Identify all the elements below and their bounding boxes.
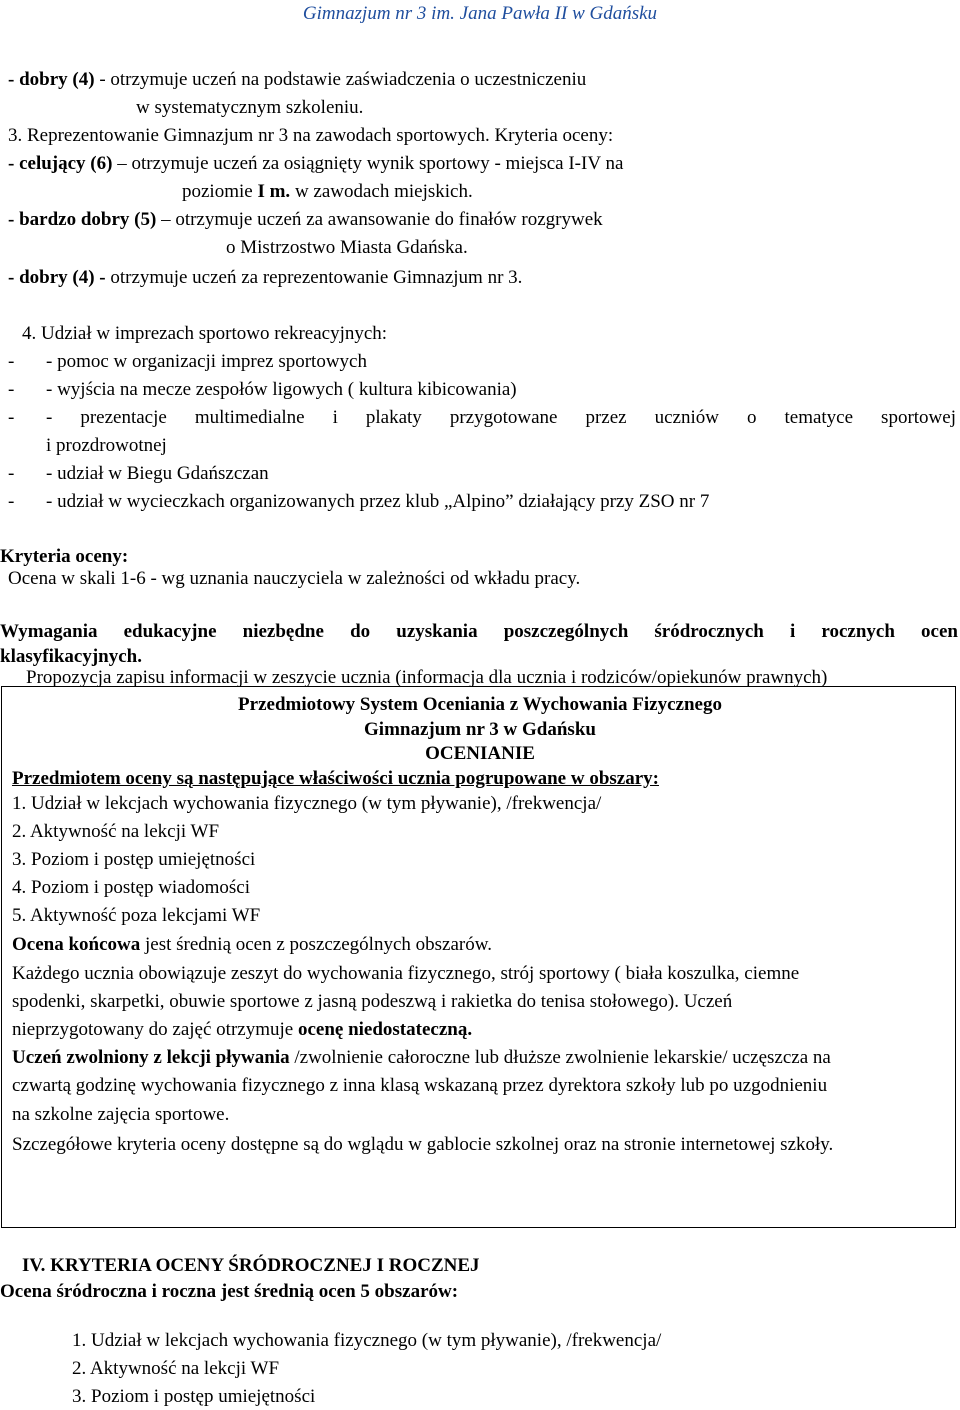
grade-verygood-text: – otrzymuje uczeń za awansowanie do finałów rozgrywek — [156, 209, 603, 230]
area-3: 3. Poziom i postęp umiejętności — [12, 849, 256, 870]
swim-line-1 — [12, 1046, 831, 1070]
box-oceniamie: OCENIANIE — [425, 743, 535, 764]
kit-line-3 — [12, 1018, 472, 1042]
dash-1: - — [8, 351, 15, 372]
criteria-text: Ocena w skali 1-6 - wg uznania nauczyciela w zależności od wkładu pracy. — [8, 568, 581, 589]
iv-item-2: 2. Aktywność na lekcji WF — [72, 1358, 280, 1379]
grade-verygood-line — [8, 208, 603, 232]
section-iv-heading: IV. KRYTERIA OCENY ŚRÓDROCZNEJ I ROCZNEJ — [22, 1255, 480, 1276]
grade-good2-label: - dobry (4) - — [8, 267, 106, 288]
grade-good-cont: w systematycznym szkoleniu. — [136, 97, 364, 118]
kit-line-3-grade: ocenę niedostateczną. — [297, 1019, 473, 1040]
dash-5: - — [8, 491, 15, 512]
grade-good-line — [8, 68, 586, 92]
section4-heading: 4. Udział w imprezach sportowo rekreacyjnych: — [22, 323, 388, 344]
area-5: 5. Aktywność poza lekcjami WF — [12, 905, 261, 926]
iv-item-1: 1. Udział w lekcjach wychowania fizycznego (w tym pływanie), /frekwencja/ — [72, 1330, 662, 1351]
dash-4: - — [8, 463, 15, 484]
swim-line-2: czwartą godzinę wychowania fizycznego z inna klasą wskazaną przez dyrektora szkoły lub po uzgodnieniu — [12, 1075, 828, 1096]
page-header: Gimnazjum nr 3 im. Jana Pawła II w Gdańsku — [302, 3, 658, 24]
final-grade-label: Ocena końcowa — [12, 934, 141, 955]
grade-excellent-cont-c: w zawodach miejskich. — [290, 181, 473, 202]
final-grade-text: jest średnią ocen z poszczególnych obszarów. — [140, 934, 492, 955]
kit-line-1: Każdego ucznia obowiązuje zeszyt do wychowania fizycznego, strój sportowy ( biała koszulka, ciemne — [12, 963, 800, 984]
grade-excellent-label: - celujący (6) — [8, 153, 113, 174]
grade-verygood-label: - bardzo dobry (5) — [8, 209, 157, 230]
dash-3: - — [8, 407, 15, 428]
swim-text: /zwolnienie całoroczne lub dłuższe zwolnienie lekarskie/ uczęszcza na — [289, 1047, 831, 1068]
grade-excellent-cont-a: poziomie — [182, 181, 258, 202]
requirements-heading-cont: klasyfikacyjnych. — [0, 646, 142, 667]
area-4: 4. Poziom i postęp wiadomości — [12, 877, 251, 898]
swim-line-3: na szkolne zajęcia sportowe. — [12, 1104, 230, 1125]
kit-line-2: spodenki, skarpetki, obuwie sportowe z jasną podeszwą i rakietka do tenisa stołowego). Uczeń — [12, 991, 733, 1012]
activity-item-4: - udział w Biegu Gdańszczan — [46, 463, 269, 484]
requirements-heading: Wymagania edukacyjne niezbędne do uzyskania poszczególnych śródrocznych i rocznych ocen — [0, 621, 958, 642]
grade-excellent-cont — [182, 180, 473, 204]
grade-verygood-cont: o Mistrzostwo Miasta Gdańska. — [226, 237, 468, 258]
final-grade-line — [12, 933, 492, 957]
box-school: Gimnazjum nr 3 w Gdańsku — [364, 719, 596, 740]
area-1: 1. Udział w lekcjach wychowania fizycznego (w tym pływanie), /frekwencja/ — [12, 793, 602, 814]
activity-item-3-cont: i prozdrowotnej — [46, 435, 167, 456]
section3-heading: 3. Reprezentowanie Gimnazjum nr 3 na zawodach sportowych. Kryteria oceny: — [8, 125, 614, 146]
box-title: Przedmiotowy System Oceniania z Wychowania Fizycznego — [238, 694, 722, 715]
criteria-label: Kryteria oceny: — [0, 546, 129, 567]
grade-good-text: - otrzymuje uczeń na podstawie zaświadczenia o uczestniczeniu — [94, 69, 587, 90]
grade-good-label: - dobry (4) — [8, 69, 95, 90]
grade-good2-line — [8, 266, 522, 290]
grade-excellent-cont-b: I m. — [257, 181, 291, 202]
grade-excellent-line — [8, 152, 623, 176]
area-2: 2. Aktywność na lekcji WF — [12, 821, 220, 842]
details-line: Szczegółowe kryteria oceny dostępne są do wglądu w gablocie szkolnej oraz na stronie internetowej szkoły. — [12, 1134, 834, 1155]
kit-line-3-text: nieprzygotowany do zajęć otrzymuje — [12, 1019, 298, 1040]
activity-item-1: - pomoc w organizacji imprez sportowych — [46, 351, 367, 372]
grade-good2-text: otrzymuje uczeń za reprezentowanie Gimnazjum nr 3. — [105, 267, 523, 288]
grade-excellent-text: – otrzymuje uczeń za osiągnięty wynik sportowy - miejsca I-IV na — [112, 153, 624, 174]
section-iv-subheading: Ocena śródroczna i roczna jest średnią ocen 5 obszarów: — [0, 1281, 459, 1302]
activity-item-5: - udział w wycieczkach organizowanych przez klub „Alpino” działający przy ZSO nr 7 — [46, 491, 710, 512]
proposal-line: Propozycja zapisu informacji w zeszycie ucznia (informacja dla ucznia i rodziców/opiekunów prawnych) — [26, 667, 828, 688]
dash-2: - — [8, 379, 15, 400]
swim-label: Uczeń zwolniony z lekcji pływania — [12, 1047, 290, 1068]
activity-item-3: - prezentacje multimedialne i plakaty przygotowane przez uczniów o tematyce sportowej — [46, 407, 956, 428]
subject-heading: Przedmiotem oceny są następujące właściwości ucznia pogrupowane w obszary: — [12, 768, 659, 789]
iv-item-3: 3. Poziom i postęp umiejętności — [72, 1386, 316, 1407]
activity-item-2: - wyjścia na mecze zespołów ligowych ( kultura kibicowania) — [46, 379, 517, 400]
